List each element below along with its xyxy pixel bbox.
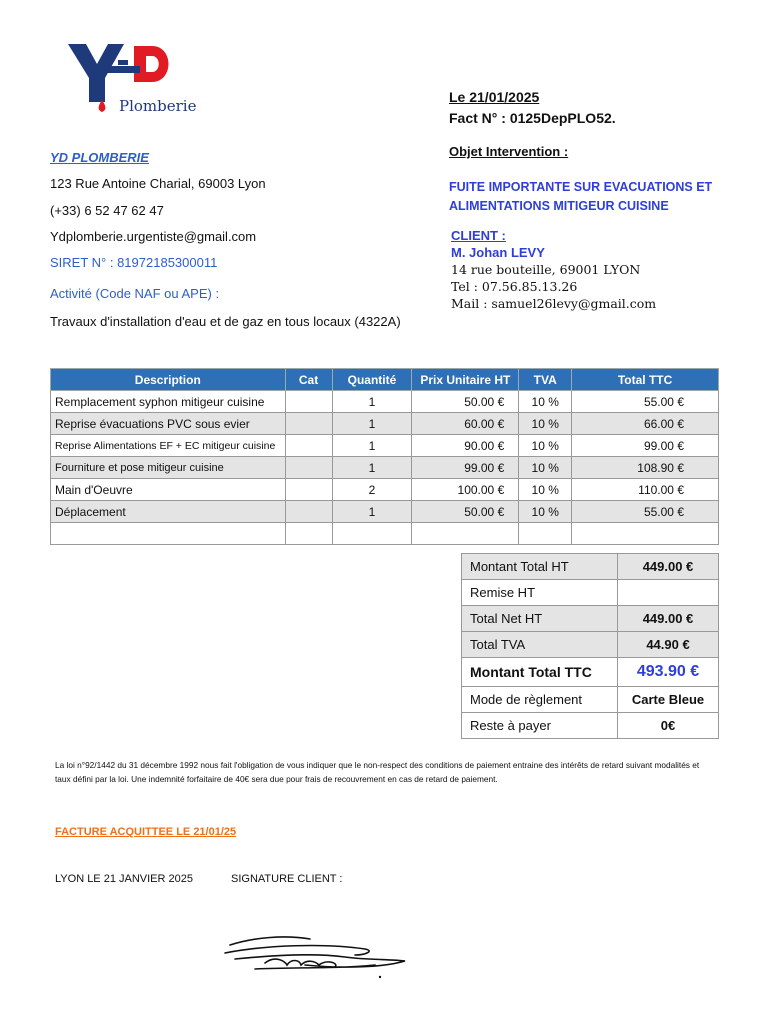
remise-ht-label: Remise HT xyxy=(462,580,618,606)
client-mail: Mail : samuel26levy@gmail.com xyxy=(451,296,657,311)
header-cat: Cat xyxy=(285,369,332,391)
cell-quantity: 1 xyxy=(332,501,412,523)
totals-table xyxy=(461,553,719,739)
client-address: 14 rue bouteille, 69001 LYON xyxy=(451,262,641,277)
cell-tva: 10 % xyxy=(519,501,572,523)
total-tva-label: Total TVA xyxy=(462,632,618,658)
table-row xyxy=(51,391,719,413)
place-date: LYON LE 21 JANVIER 2025 xyxy=(55,873,193,885)
cell-total: 110.00 € xyxy=(572,479,719,501)
cell-tva: 10 % xyxy=(519,457,572,479)
objet-label: Objet Intervention : xyxy=(449,144,569,159)
signature-label: SIGNATURE CLIENT : xyxy=(231,873,343,885)
header-quantity: Quantité xyxy=(332,369,412,391)
cell-total: 108.90 € xyxy=(572,457,719,479)
cell-quantity: 2 xyxy=(332,479,412,501)
table-row xyxy=(51,435,719,457)
header-description: Description xyxy=(51,369,286,391)
payment-mode-value: Carte Bleue xyxy=(618,687,719,713)
invoice-number: Fact N° : 0125DepPLO52. xyxy=(449,110,616,126)
company-email: Ydplomberie.urgentiste@gmail.com xyxy=(50,229,257,244)
activity-text: Travaux d'installation d'eau et de gaz en tous locaux (4322A) xyxy=(50,314,401,329)
activity-label: Activité (Code NAF ou APE) : xyxy=(50,286,220,301)
client-signature xyxy=(215,925,415,985)
empty-cell xyxy=(285,523,332,545)
totals-row xyxy=(462,713,719,739)
cell-total: 66.00 € xyxy=(572,413,719,435)
cell-unit-price: 50.00 € xyxy=(412,391,519,413)
cell-unit-price: 99.00 € xyxy=(412,457,519,479)
client-tel: Tel : 07.56.85.13.26 xyxy=(451,279,578,294)
client-label: CLIENT : xyxy=(451,228,506,243)
client-name: M. Johan LEVY xyxy=(451,245,545,260)
cell-cat xyxy=(285,457,332,479)
legal-notice: La loi n°92/1442 du 31 décembre 1992 nous fait l'obligation de vous indiquer que le non-respect des conditions de paiement entraine des intérêts de retard suivant modalités et taux défini par la loi. Une indemnité forfaitaire de 40€ sera due pour frais de recouvrement en cas de retard de paiement. xyxy=(55,760,700,784)
total-ttc-label: Montant Total TTC xyxy=(462,658,618,687)
cell-unit-price: 90.00 € xyxy=(412,435,519,457)
totals-row xyxy=(462,687,719,713)
totals-row xyxy=(462,606,719,632)
company-name: YD PLOMBERIE xyxy=(50,150,149,165)
cell-unit-price: 100.00 € xyxy=(412,479,519,501)
company-address: 123 Rue Antoine Charial, 69003 Lyon xyxy=(50,176,266,191)
items-table xyxy=(50,368,719,545)
cell-quantity: 1 xyxy=(332,435,412,457)
empty-cell xyxy=(412,523,519,545)
cell-unit-price: 50.00 € xyxy=(412,501,519,523)
cell-description: Main d'Oeuvre xyxy=(51,479,286,501)
total-net-ht-label: Total Net HT xyxy=(462,606,618,632)
total-ttc-value: 493.90 € xyxy=(618,658,719,687)
company-siret: SIRET N° : 81972185300011 xyxy=(50,255,218,270)
totals-row xyxy=(462,580,719,606)
table-row xyxy=(51,457,719,479)
cell-tva: 10 % xyxy=(519,413,572,435)
objet-text: FUITE IMPORTANTE SUR EVACUATIONS ET ALIMENTATIONS MITIGEUR CUISINE xyxy=(449,180,713,213)
company-phone: (+33) 6 52 47 62 47 xyxy=(50,203,164,218)
table-row xyxy=(51,501,719,523)
cell-cat xyxy=(285,435,332,457)
totals-row xyxy=(462,632,719,658)
cell-cat xyxy=(285,479,332,501)
remise-ht-value xyxy=(618,580,719,606)
totals-row xyxy=(462,554,719,580)
empty-cell xyxy=(519,523,572,545)
header-tva: TVA xyxy=(519,369,572,391)
total-tva-value: 44.90 € xyxy=(618,632,719,658)
cell-unit-price: 60.00 € xyxy=(412,413,519,435)
total-ht-value: 449.00 € xyxy=(618,554,719,580)
total-ht-label: Montant Total HT xyxy=(462,554,618,580)
empty-cell xyxy=(572,523,719,545)
header-unit-price: Prix Unitaire HT xyxy=(412,369,519,391)
cell-total: 55.00 € xyxy=(572,391,719,413)
cell-tva: 10 % xyxy=(519,435,572,457)
cell-total: 55.00 € xyxy=(572,501,719,523)
total-net-ht-value: 449.00 € xyxy=(618,606,719,632)
table-header-row xyxy=(51,369,719,391)
logo-wordmark: Plomberie xyxy=(119,97,197,115)
cell-tva: 10 % xyxy=(519,479,572,501)
payment-mode-label: Mode de règlement xyxy=(462,687,618,713)
cell-quantity: 1 xyxy=(332,413,412,435)
cell-cat xyxy=(285,413,332,435)
table-row-empty xyxy=(51,523,719,545)
cell-description: Reprise évacuations PVC sous evier xyxy=(51,413,286,435)
cell-cat xyxy=(285,501,332,523)
invoice-date: Le 21/01/2025 xyxy=(449,89,540,105)
cell-quantity: 1 xyxy=(332,457,412,479)
header-total-ttc: Total TTC xyxy=(572,369,719,391)
totals-row xyxy=(462,658,719,687)
empty-cell xyxy=(51,523,286,545)
table-row xyxy=(51,413,719,435)
cell-quantity: 1 xyxy=(332,391,412,413)
remaining-value: 0€ xyxy=(618,713,719,739)
cell-total: 99.00 € xyxy=(572,435,719,457)
cell-description: Déplacement xyxy=(51,501,286,523)
empty-cell xyxy=(332,523,412,545)
cell-description: Fourniture et pose mitigeur cuisine xyxy=(51,457,286,479)
paid-notice: FACTURE ACQUITTEE LE 21/01/25 xyxy=(55,826,237,838)
cell-tva: 10 % xyxy=(519,391,572,413)
table-row xyxy=(51,479,719,501)
cell-cat xyxy=(285,391,332,413)
remaining-label: Reste à payer xyxy=(462,713,618,739)
cell-description: Reprise Alimentations EF + EC mitigeur cuisine xyxy=(51,435,286,457)
cell-description: Remplacement syphon mitigeur cuisine xyxy=(51,391,286,413)
